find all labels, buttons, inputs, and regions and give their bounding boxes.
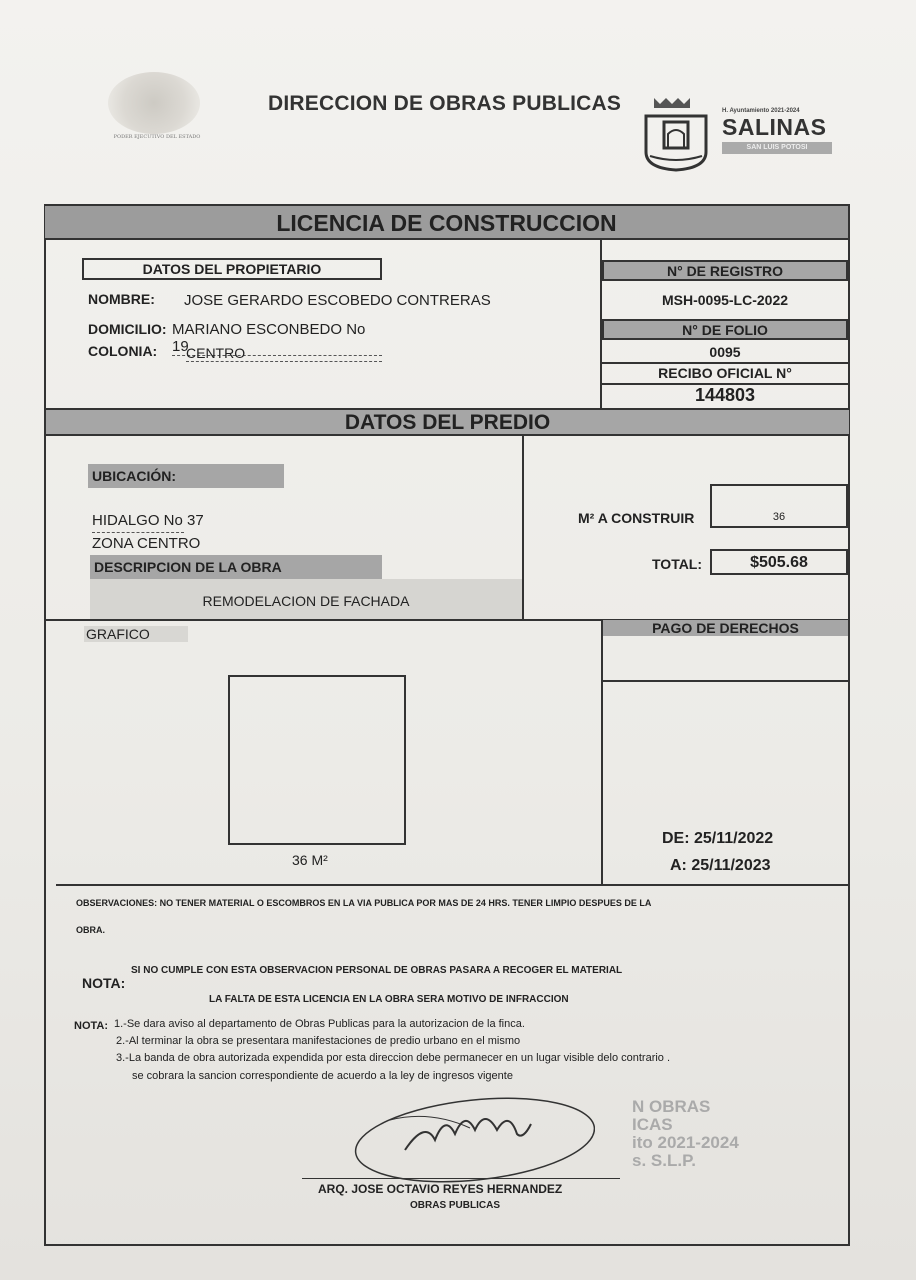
observaciones-line2: OBRA. bbox=[76, 925, 105, 935]
recibo-value: 144803 bbox=[694, 385, 756, 405]
pago-divider bbox=[601, 620, 603, 884]
stamp-text bbox=[632, 1098, 739, 1170]
folio-divider bbox=[602, 362, 848, 364]
ubicacion-line1: HIDALGO No 37 bbox=[92, 512, 204, 529]
signatory-name: ARQ. JOSE OCTAVIO REYES HERNANDEZ bbox=[318, 1182, 563, 1196]
nota1-label: NOTA: bbox=[82, 975, 126, 991]
signatory-dept: OBRAS PUBLICAS bbox=[410, 1200, 501, 1211]
estado-label: SAN LUIS POTOSI bbox=[722, 142, 832, 154]
total-value: $505.68 bbox=[710, 549, 848, 575]
recibo-label: RECIBO OFICIAL N° bbox=[658, 365, 792, 381]
m2-value: 36 bbox=[772, 511, 786, 523]
nota2-item3: 3.-La banda de obra autorizada expendida por esta direccion debe permanecer en un lugar visible delo contrario . bbox=[116, 1052, 671, 1064]
folio-value: 0095 bbox=[709, 344, 741, 360]
m2-label: M² A CONSTRUIR bbox=[578, 510, 695, 526]
stamp-line4: s. S.L.P. bbox=[632, 1151, 696, 1170]
domicilio-label: DOMICILIO: bbox=[88, 321, 167, 337]
descripcion-value: REMODELACION DE FACHADA bbox=[90, 579, 522, 619]
owner-colonia: CENTRO bbox=[186, 345, 382, 362]
seal-caption: PODER EJECUTIVO DEL ESTADO bbox=[113, 134, 201, 140]
nota2-item2: 2.-Al terminar la obra se presentara manifestaciones de predio urbano en el mismo bbox=[116, 1035, 521, 1047]
ubicacion-label: UBICACIÓN: bbox=[88, 464, 284, 488]
vigencia-de: DE: 25/11/2022 bbox=[662, 830, 774, 847]
grafico-square bbox=[228, 675, 406, 845]
predio-section-label: DATOS DEL PREDIO bbox=[46, 410, 849, 436]
signature-icon bbox=[345, 1090, 595, 1186]
department-title: DIRECCION DE OBRAS PUBLICAS bbox=[268, 92, 622, 115]
colonia-label: COLONIA: bbox=[88, 343, 158, 359]
stamp-line1: N OBRAS bbox=[632, 1097, 711, 1116]
observaciones-top-line bbox=[56, 884, 849, 886]
ubicacion-line2: ZONA CENTRO bbox=[92, 535, 201, 552]
license-title: LICENCIA DE CONSTRUCCION bbox=[45, 206, 848, 240]
total-label: TOTAL: bbox=[652, 556, 703, 572]
infraccion-text: LA FALTA DE ESTA LICENCIA EN LA OBRA SERA MOTIVO DE INFRACCION bbox=[209, 994, 569, 1005]
registro-label: N° DE REGISTRO bbox=[602, 260, 848, 281]
owner-address: MARIANO ESCONBEDO No 19 bbox=[172, 321, 382, 356]
descripcion-label: DESCRIPCION DE LA OBRA bbox=[90, 555, 382, 579]
signature-line bbox=[302, 1178, 620, 1179]
observaciones-line1: OBSERVACIONES: NO TENER MATERIAL O ESCOMBROS EN LA VIA PUBLICA POR MAS DE 24 HRS. TENER LIMPIO DESPUES DE LA bbox=[76, 898, 652, 908]
state-seal-icon bbox=[108, 72, 200, 134]
vigencia-a: A: 25/11/2023 bbox=[670, 857, 771, 874]
municipio-name: SALINAS bbox=[722, 114, 827, 140]
grafico-label: GRAFICO bbox=[84, 626, 188, 642]
grafico-area: 36 M² bbox=[292, 852, 328, 868]
registro-value: MSH-0095-LC-2022 bbox=[661, 292, 789, 308]
nombre-label: NOMBRE: bbox=[88, 291, 155, 307]
pago-label: PAGO DE DERECHOS bbox=[603, 620, 848, 636]
ubicacion-underline bbox=[92, 532, 184, 533]
nota1-text: SI NO CUMPLE CON ESTA OBSERVACION PERSONAL DE OBRAS PASARA A RECOGER EL MATERIAL bbox=[131, 965, 623, 976]
nota2-item3b: se cobrara la sancion correspondiente de acuerdo a la ley de ingresos vigente bbox=[132, 1070, 513, 1082]
nota2-label: NOTA: bbox=[74, 1020, 109, 1032]
ayuntamiento-label: H. Ayuntamiento 2021-2024 bbox=[722, 108, 800, 114]
folio-label: N° DE FOLIO bbox=[602, 319, 848, 340]
pago-line bbox=[603, 680, 848, 682]
owner-section-label: DATOS DEL PROPIETARIO bbox=[142, 261, 322, 277]
stamp-line3: ito 2021-2024 bbox=[632, 1133, 739, 1152]
owner-name: JOSE GERARDO ESCOBEDO CONTRERAS bbox=[184, 292, 491, 309]
predio-divider bbox=[522, 434, 524, 620]
nota2-item1: 1.-Se dara aviso al departamento de Obras Publicas para la autorizacion de la finca. bbox=[114, 1018, 525, 1030]
salinas-logo-icon bbox=[640, 94, 712, 172]
stamp-line2: ICAS bbox=[632, 1115, 673, 1134]
